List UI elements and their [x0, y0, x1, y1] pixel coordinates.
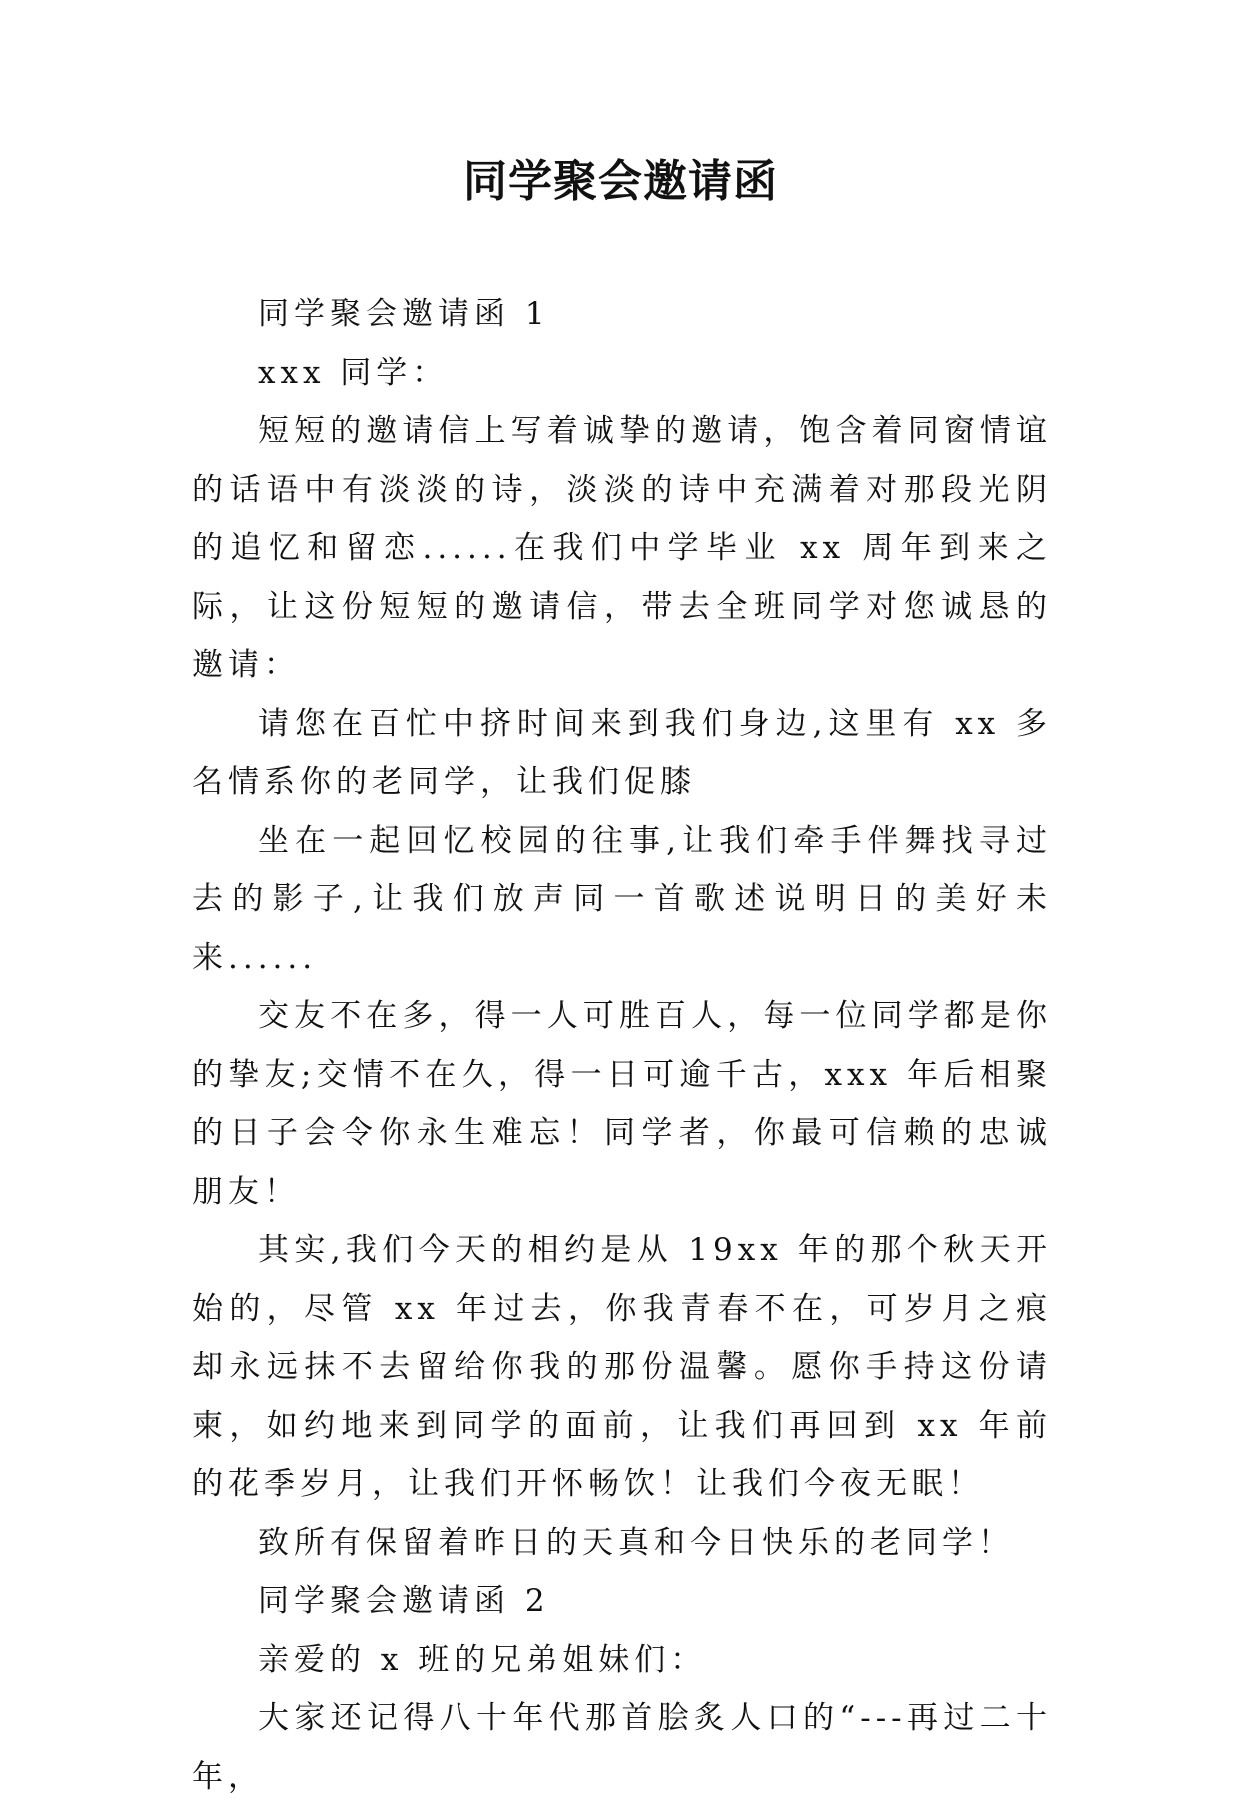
paragraph: 短短的邀请信上写着诚挚的邀请，饱含着同窗情谊的话语中有淡淡的诗，淡淡的诗中充满着对那段光阴的追忆和留恋......在我们中学毕业 xx 周年到来之际，让这份短短的邀请信，带去全班同学对您诚恳的邀请： [192, 413, 1052, 683]
document-title: 同学聚会邀请函 [463, 156, 778, 207]
paragraph: 致所有保留着昨日的天真和今日快乐的老同学！ [258, 1524, 1014, 1561]
paragraph-heading-1: 同学聚会邀请函 1 [258, 296, 550, 332]
paragraph: 坐在一起回忆校园的往事,让我们牵手伴舞找寻过去的影子,让我们放声同一首歌述说明日的美好未来...... [192, 822, 1052, 976]
paragraph-salutation-1: xxx 同学： [258, 354, 449, 391]
document-body [192, 285, 1052, 1806]
paragraph: 交友不在多，得一人可胜百人，每一位同学都是你的挚友;交情不在久，得一日可逾千古，xxx 年后相聚的日子会令你永生难忘！同学者，你最可信赖的忠诚朋友！ [192, 998, 1052, 1210]
paragraph: 请您在百忙中挤时间来到我们身边,这里有 xx 多名情系你的老同学，让我们促膝 [192, 705, 1052, 800]
paragraph: 大家还记得八十年代那首脍炙人口的“---再过二十年， [192, 1700, 1052, 1795]
paragraph-heading-2: 同学聚会邀请函 2 [258, 1583, 550, 1619]
paragraph-salutation-2: 亲爱的 x 班的兄弟姐妹们： [258, 1641, 707, 1678]
paragraph: 其实,我们今天的相约是从 19xx 年的那个秋天开始的，尽管 xx 年过去，你我青春不在，可岁月之痕却永远抹不去留给你我的那份温馨。愿你手持这份请柬，如约地来到同学的面前，让我们再回到 xx 年前的花季岁月，让我们开怀畅饮！让我们今夜无眠！ [192, 1232, 1052, 1502]
